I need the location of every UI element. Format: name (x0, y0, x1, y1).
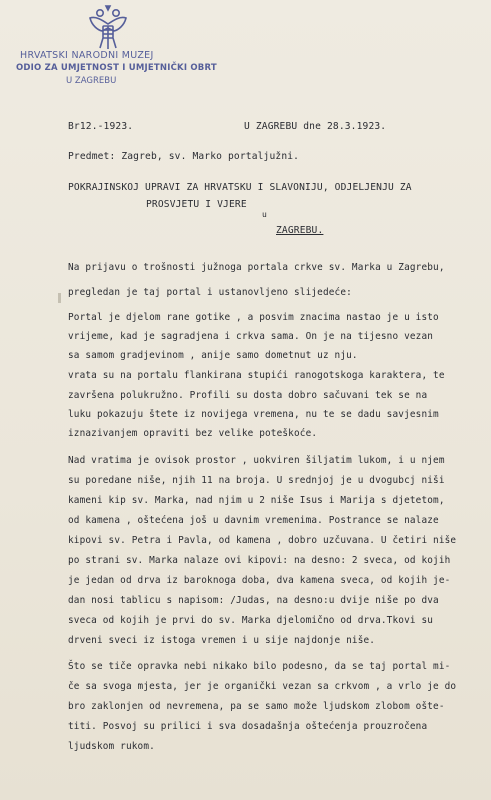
body-line: bro zaklonjen od nevremena, pa se samo može ljudskom zlobom ošte- (68, 701, 445, 712)
body-line: luku pokazuju štete iz novijega vremena, nu te se dadu savjesnim (68, 409, 439, 420)
body-line: dan nosi tablicu s napisom: /Judas, na desno:u dvije niše po dva (68, 595, 439, 606)
body-line: vrijeme, kad je sagradjena i crkva sama. On je na tijesno vezan (68, 331, 434, 342)
body-line: po strani sv. Marka nalaze ovi kipovi: na desno: 2 sveca, od kojih (68, 555, 451, 566)
body-line: Što se tiče opravka nebi nikako bilo podesno, da se taj portal mi- (68, 661, 451, 672)
body-line: pregledan je taj portal i ustanovljeno slijedeće: (68, 287, 352, 298)
addressee-line-u: u (262, 210, 267, 219)
subject-line: Predmet: Zagreb, sv. Marko portaljužni. (68, 151, 300, 162)
body-line: vrata su na portalu flankirana stupići ranogotskoga karaktera, te (68, 370, 445, 381)
body-line: Portal je djelom rane gotike , a posvim znacima nastao je u isto (68, 312, 439, 323)
body-line: titi. Posvoj su prilici i sva dosadašnja oštećenja prouzročena (68, 721, 428, 732)
body-line: drveni sveci iz istoga vremen i u sije najdonje niše. (68, 635, 376, 646)
stamp-line-1: HRVATSKI NARODNI MUZEJ (20, 50, 154, 61)
body-line: Na prijavu o trošnosti južnoga portala crkve sv. Marka u Zagrebu, (68, 262, 445, 273)
body-line: završena polukružno. Profili su dosta dobro sačuvani tek se na (68, 390, 428, 401)
stamp-line-2: ODIO ZA UMJETNOST I UMJETNIČKI OBRT (16, 63, 217, 73)
body-line: su poredane niše, njih 11 na broja. U srednjoj je u dvogubcj niši (68, 475, 445, 486)
addressee-line-1: POKRAJINSKOJ UPRAVI ZA HRVATSKU I SLAVONIJU, ODJELJENJU ZA (68, 182, 412, 193)
document-date: U ZAGREBU dne 28.3.1923. (244, 121, 387, 132)
body-line: kameni kip sv. Marka, nad njim u 2 niše Isus i Marija s djetetom, (68, 495, 445, 506)
body-line: sa samom gradjevinom , anije samo dometnut uz nju. (68, 350, 358, 361)
body-line: iznazivanjem opraviti bez velike poteškoće. (68, 428, 318, 439)
addressee-line-2: PROSVJETU I VJERE (146, 199, 247, 210)
double-headed-eagle-icon (86, 4, 130, 52)
body-line: od kamena , oštećena još u davnim vremenima. Postrance se nalaze (68, 515, 439, 526)
body-line: če sa svoga mjesta, jer je organički vezan sa crkvom , a vrlo je do (68, 681, 457, 692)
museum-stamp (14, 2, 217, 98)
body-line: Nad vratima je ovisok prostor , uokviren šiljatim lukom, i u njem (68, 455, 445, 466)
reference-number: Br12.-1923. (68, 121, 134, 132)
margin-mark (58, 293, 61, 303)
addressee-city: ZAGREBU. (276, 225, 324, 236)
stamp-line-3: U ZAGREBU (66, 76, 117, 86)
body-line: sveca od kojih je prvi do sv. Marka djelomično od drva.Tkovi su (68, 615, 434, 626)
body-line: kipovi sv. Petra i Pavla, od kamena , dobro uzčuvana. U četiri niše (68, 535, 457, 546)
body-line: ljudskom rukom. (68, 741, 155, 752)
body-line: je jedan od drva iz baroknoga doba, dva kamena sveca, od kojih je- (68, 575, 451, 586)
